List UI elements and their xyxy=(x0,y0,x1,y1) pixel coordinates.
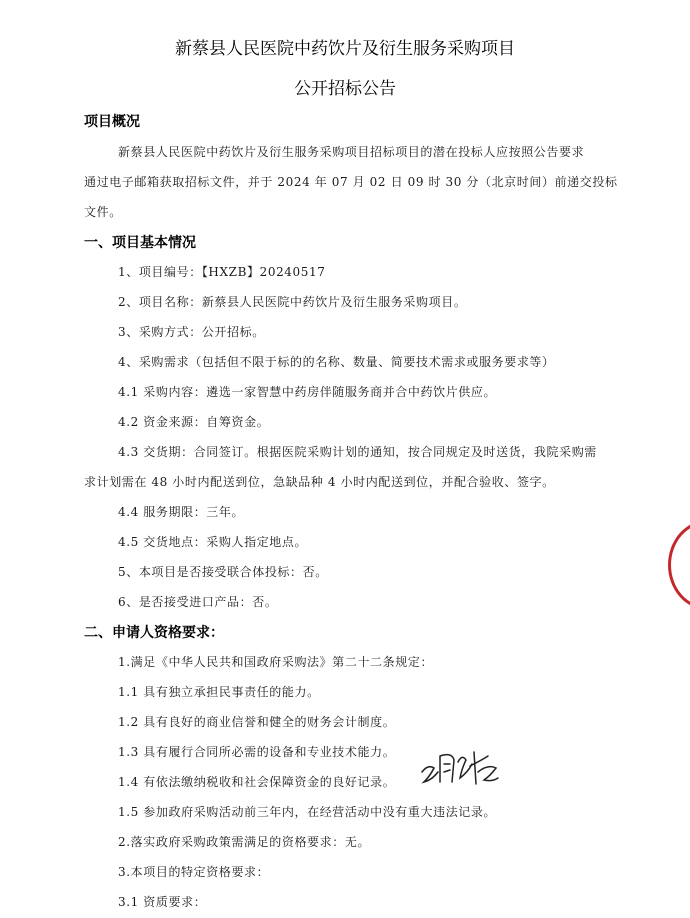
qualification-item: 1.3 具有履行合同所必需的设备和专业技术能力。 xyxy=(118,745,396,759)
qualification-item: 1.1 具有独立承担民事责任的能力。 xyxy=(118,685,320,699)
qualification-item: 3.1 资质要求： xyxy=(118,895,207,909)
delivery-location: 4.5 交货地点：采购人指定地点。 xyxy=(118,535,308,549)
overview-paragraph-line: 文件。 xyxy=(84,205,122,219)
consortium-bidding: 5、本项目是否接受联合体投标：否。 xyxy=(118,565,328,579)
imported-products: 6、是否接受进口产品：否。 xyxy=(118,595,278,609)
qualification-item: 1.2 具有良好的商业信誉和健全的财务会计制度。 xyxy=(118,715,396,729)
overview-paragraph-line: 通过电子邮箱获取招标文件，并于 2024 年 07 月 02 日 09 时 30 分（北京时间）前递交投标 xyxy=(84,175,618,189)
qualification-item: 2.落实政府采购政策需满足的资格要求：无。 xyxy=(118,835,371,849)
funding-source: 4.2 资金来源：自筹资金。 xyxy=(118,415,270,429)
overview-paragraph-line: 新蔡县人民医院中药饮片及衍生服务采购项目招标项目的潜在投标人应按照公告要求 xyxy=(118,145,585,159)
procurement-requirements: 4、采购需求（包括但不限于标的的名称、数量、简要技术需求或服务要求等） xyxy=(118,355,555,369)
delivery-terms-continued: 求计划需在 48 小时内配送到位，急缺品种 4 小时内配送到位，并配合验收、签字。 xyxy=(84,475,555,489)
section-heading-basic-info: 一、项目基本情况 xyxy=(84,235,196,251)
project-name: 2、项目名称：新蔡县人民医院中药饮片及衍生服务采购项目。 xyxy=(118,295,467,309)
project-number: 1、项目编号：【HXZB】20240517 xyxy=(118,265,326,279)
service-period: 4.4 服务期限：三年。 xyxy=(118,505,245,519)
document-subtitle: 公开招标公告 xyxy=(294,79,396,99)
qualification-item: 1.5 参加政府采购活动前三年内，在经营活动中没有重大违法记录。 xyxy=(118,805,497,819)
qualification-item: 1.4 有依法缴纳税收和社会保障资金的良好记录。 xyxy=(118,775,396,789)
overview-heading: 项目概况 xyxy=(84,114,140,130)
procurement-content: 4.1 采购内容：遴选一家智慧中药房伴随服务商并合中药饮片供应。 xyxy=(118,385,497,399)
procurement-method: 3、采购方式：公开招标。 xyxy=(118,325,265,339)
red-seal-stamp xyxy=(668,520,690,610)
qualification-item: 3.本项目的特定资格要求： xyxy=(118,865,270,879)
qualification-item: 1.满足《中华人民共和国政府采购法》第二十二条规定： xyxy=(118,655,434,669)
document-title: 新蔡县人民医院中药饮片及衍生服务采购项目 xyxy=(175,39,515,59)
delivery-terms: 4.3 交货期：合同签订。根据医院采购计划的通知，按合同规定及时送货，我院采购需 xyxy=(118,445,597,459)
section-heading-qualifications: 二、申请人资格要求： xyxy=(84,625,224,641)
handwritten-signature xyxy=(418,742,502,790)
